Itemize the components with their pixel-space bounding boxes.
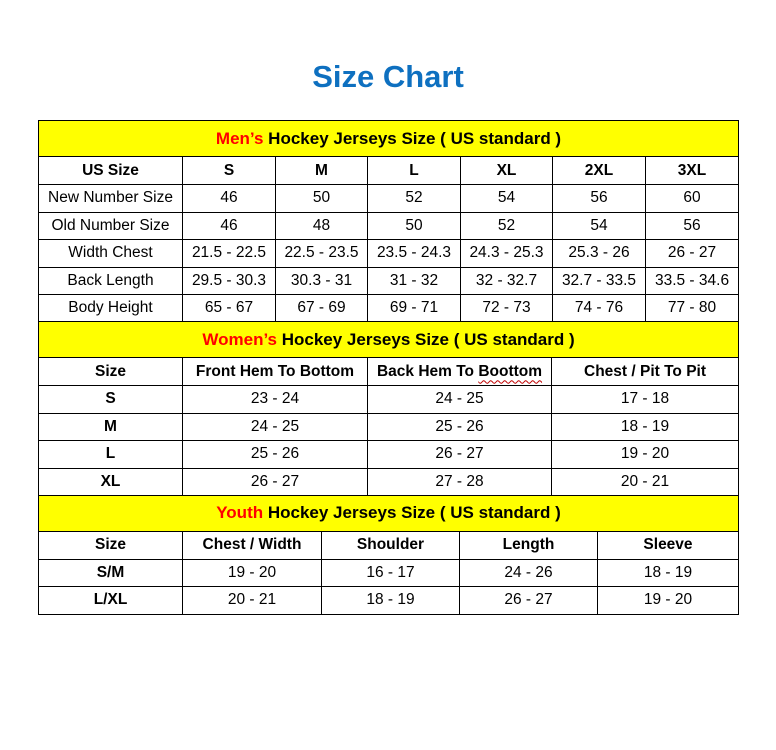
youth-size-value: 16 - 17	[322, 559, 460, 587]
mens-table-row	[39, 267, 739, 295]
youth-size-value: 18 - 19	[598, 559, 739, 587]
size-tables-container	[38, 120, 738, 615]
womens-section-title: Women’s Hockey Jerseys Size ( US standard )	[39, 322, 739, 358]
mens-section-title: Men’s Hockey Jerseys Size ( US standard )	[39, 121, 739, 157]
womens-size-value: 23 - 24	[183, 386, 368, 414]
mens-size-value: 24.3 - 25.3	[461, 240, 553, 268]
womens-row-label: XL	[39, 468, 183, 496]
mens-size-value: 54	[553, 212, 646, 240]
youth-column-header: Size	[39, 531, 183, 559]
mens-size-value: 74 - 76	[553, 295, 646, 323]
womens-size-value: 20 - 21	[552, 468, 739, 496]
mens-size-value: 33.5 - 34.6	[646, 267, 739, 295]
mens-size-value: 22.5 - 23.5	[276, 240, 368, 268]
youth-column-header: Sleeve	[598, 531, 739, 559]
mens-size-value: 26 - 27	[646, 240, 739, 268]
mens-size-value: 32.7 - 33.5	[553, 267, 646, 295]
mens-column-header: L	[368, 157, 461, 185]
mens-size-table	[38, 120, 739, 323]
womens-header-row	[39, 358, 739, 386]
youth-column-header: Length	[460, 531, 598, 559]
mens-table-row	[39, 295, 739, 323]
womens-table-row	[39, 441, 739, 469]
mens-size-value: 21.5 - 22.5	[183, 240, 276, 268]
mens-size-value: 50	[368, 212, 461, 240]
page-title: Size Chart	[312, 59, 464, 94]
mens-size-value: 69 - 71	[368, 295, 461, 323]
youth-size-value: 24 - 26	[460, 559, 598, 587]
mens-size-value: 23.5 - 24.3	[368, 240, 461, 268]
youth-header-row	[39, 531, 739, 559]
mens-size-value: 25.3 - 26	[553, 240, 646, 268]
mens-size-value: 65 - 67	[183, 295, 276, 323]
misspelled-word: Boottom	[478, 362, 543, 380]
mens-size-value: 30.3 - 31	[276, 267, 368, 295]
youth-column-header: Shoulder	[322, 531, 460, 559]
mens-size-value: 32 - 32.7	[461, 267, 553, 295]
youth-section-band	[39, 495, 739, 531]
mens-column-header: XL	[461, 157, 553, 185]
womens-size-value: 25 - 26	[368, 413, 552, 441]
mens-size-value: 50	[276, 185, 368, 213]
mens-table-row	[39, 185, 739, 213]
mens-size-value: 67 - 69	[276, 295, 368, 323]
womens-column-header: Back Hem To Boottom	[368, 358, 552, 386]
womens-column-header: Chest / Pit To Pit	[552, 358, 739, 386]
mens-size-value: 54	[461, 185, 553, 213]
womens-row-label: L	[39, 441, 183, 469]
womens-table-row	[39, 468, 739, 496]
youth-section-title: Youth Hockey Jerseys Size ( US standard )	[39, 495, 739, 531]
mens-column-header: 2XL	[553, 157, 646, 185]
mens-table-row	[39, 212, 739, 240]
size-chart-document	[0, 58, 776, 615]
mens-size-value: 48	[276, 212, 368, 240]
youth-section-title-highlight: Youth	[216, 503, 264, 522]
youth-size-value: 19 - 20	[598, 587, 739, 615]
mens-column-header: US Size	[39, 157, 183, 185]
mens-size-value: 77 - 80	[646, 295, 739, 323]
mens-size-value: 52	[461, 212, 553, 240]
youth-size-table	[38, 495, 739, 615]
mens-row-label: New Number Size	[39, 185, 183, 213]
mens-column-header: S	[183, 157, 276, 185]
youth-size-value: 19 - 20	[183, 559, 322, 587]
mens-size-value: 31 - 32	[368, 267, 461, 295]
mens-size-value: 56	[553, 185, 646, 213]
youth-table-row	[39, 587, 739, 615]
mens-column-header: M	[276, 157, 368, 185]
youth-row-label: L/XL	[39, 587, 183, 615]
youth-size-value: 18 - 19	[322, 587, 460, 615]
womens-table-row	[39, 386, 739, 414]
mens-section-title-highlight: Men’s	[215, 128, 264, 148]
womens-size-value: 24 - 25	[183, 413, 368, 441]
womens-size-value: 25 - 26	[183, 441, 368, 469]
mens-row-label: Width Chest	[39, 240, 183, 268]
womens-table-row	[39, 413, 739, 441]
mens-size-value: 52	[368, 185, 461, 213]
womens-size-table	[38, 321, 739, 496]
womens-section-title-highlight: Women’s	[202, 329, 277, 349]
mens-size-value: 72 - 73	[461, 295, 553, 323]
youth-table-row	[39, 559, 739, 587]
womens-size-value: 26 - 27	[183, 468, 368, 496]
youth-size-value: 26 - 27	[460, 587, 598, 615]
mens-header-row	[39, 157, 739, 185]
mens-column-header: 3XL	[646, 157, 739, 185]
womens-column-header: Front Hem To Bottom	[183, 358, 368, 386]
mens-size-value: 46	[183, 185, 276, 213]
youth-row-label: S/M	[39, 559, 183, 587]
mens-row-label: Back Length	[39, 267, 183, 295]
womens-size-value: 27 - 28	[368, 468, 552, 496]
mens-table-row	[39, 240, 739, 268]
youth-size-value: 20 - 21	[183, 587, 322, 615]
mens-size-value: 29.5 - 30.3	[183, 267, 276, 295]
mens-size-value: 46	[183, 212, 276, 240]
mens-row-label: Body Height	[39, 295, 183, 323]
womens-size-value: 19 - 20	[552, 441, 739, 469]
mens-section-band	[39, 121, 739, 157]
womens-size-value: 17 - 18	[552, 386, 739, 414]
womens-row-label: M	[39, 413, 183, 441]
womens-section-band	[39, 322, 739, 358]
womens-size-value: 24 - 25	[368, 386, 552, 414]
womens-size-value: 26 - 27	[368, 441, 552, 469]
mens-size-value: 60	[646, 185, 739, 213]
womens-column-header: Size	[39, 358, 183, 386]
youth-column-header: Chest / Width	[183, 531, 322, 559]
mens-row-label: Old Number Size	[39, 212, 183, 240]
womens-size-value: 18 - 19	[552, 413, 739, 441]
womens-row-label: S	[39, 386, 183, 414]
mens-size-value: 56	[646, 212, 739, 240]
